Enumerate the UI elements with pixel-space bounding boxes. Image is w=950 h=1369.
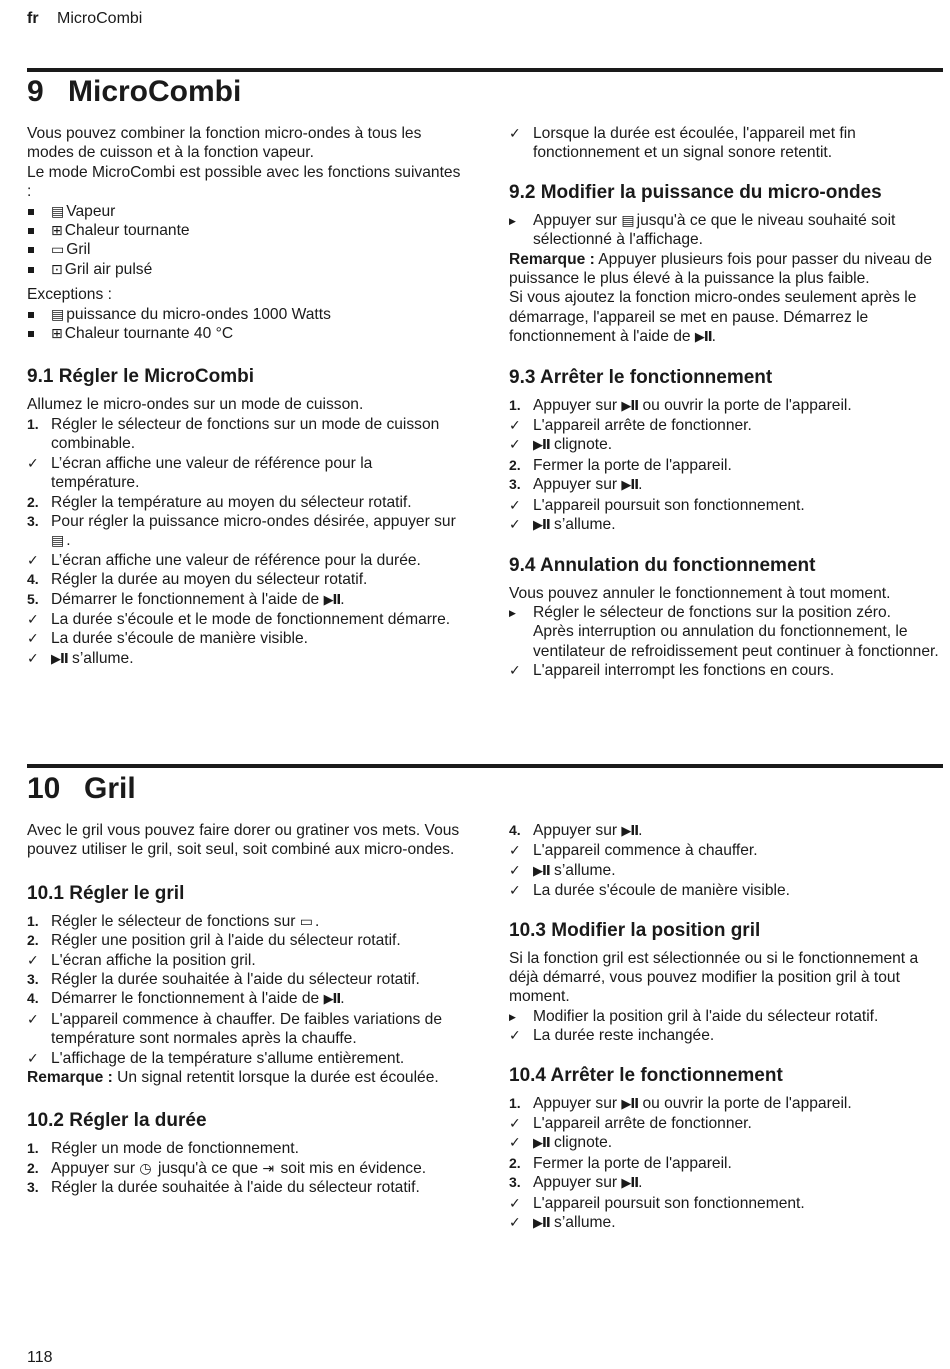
- list-item: 1. Appuyer sur ▶II ou ouvrir la porte de l'appareil.: [509, 396, 852, 414]
- list-item: 1. Régler le sélecteur de fonctions sur un mode de cuisson combinable.: [27, 415, 440, 453]
- section-heading: 10.3 Modifier la position gril: [509, 919, 761, 941]
- start-pause-icon: ▶II: [323, 592, 341, 608]
- list-item: ✓ ▶II s’allume.: [509, 1214, 616, 1232]
- list-item: ✓ L'appareil poursuit son fonctionnement.: [509, 1194, 805, 1212]
- steps-list: [509, 211, 945, 250]
- list-item: ✓ ▶II clignote.: [509, 436, 613, 454]
- start-pause-icon: ▶II: [51, 651, 68, 667]
- list-item: 4. Appuyer sur ▶II.: [509, 822, 643, 839]
- start-pause-icon: ▶II: [621, 1176, 639, 1192]
- start-pause-icon: ▶II: [533, 438, 550, 454]
- list-item: 2. Fermer la porte de l'appareil.: [509, 1154, 732, 1172]
- microwave-icon: ▤: [51, 533, 65, 550]
- list-item: 1. Régler le sélecteur de fonctions sur ▭ .: [27, 912, 320, 930]
- chapter-9-column-right: [509, 124, 945, 681]
- start-pause-icon: ▶II: [533, 1216, 550, 1232]
- fan-icon: ⊞: [51, 326, 63, 343]
- list-item: ✓ La durée s'écoule de manière visible.: [509, 882, 790, 900]
- check-icon: ✓: [509, 496, 521, 513]
- steps-list: [509, 396, 945, 536]
- list-item: 1. Régler un mode de fonctionnement.: [27, 1140, 299, 1158]
- list-item: 2. Fermer la porte de l'appareil.: [509, 456, 732, 474]
- chapter-10-column-left: [27, 821, 463, 1198]
- steam-icon: ▤: [51, 203, 65, 220]
- check-icon: ✓: [27, 951, 39, 968]
- steps-list: [509, 603, 945, 681]
- list-item: 2. Appuyer sur ◷ jusqu'à ce que ⇥ soit mis en évidence.: [27, 1159, 427, 1177]
- list-item: ✓ ▶II clignote.: [509, 1134, 613, 1152]
- chapter-10-heading: [27, 774, 136, 804]
- list-item: ▶ Modifier la position gril à l'aide du sélecteur rotatif.: [509, 1007, 945, 1026]
- check-icon: ✓: [509, 436, 521, 453]
- check-icon: ✓: [27, 551, 39, 568]
- air-grill-icon: ⊡: [51, 261, 63, 278]
- grill-icon: ▭: [299, 913, 314, 930]
- list-item: ✓ L'appareil interrompt les fonctions en cours.: [509, 662, 835, 680]
- list-item: 3. Régler la durée souhaitée à l'aide du sélecteur rotatif.: [27, 971, 420, 989]
- list-item: 3. Appuyer sur ▶II.: [509, 476, 643, 494]
- check-icon: ✓: [27, 649, 39, 666]
- check-icon: ✓: [509, 1027, 521, 1044]
- intro-paragraph-2: Le mode MicroCombi est possible avec les fonctions suivantes :: [27, 163, 461, 201]
- list-item: ✓ La durée s'écoule de manière visible.: [27, 630, 308, 648]
- start-pause-icon: ▶II: [533, 863, 550, 879]
- section-heading: 10.2 Régler la durée: [27, 1110, 207, 1132]
- exceptions-label: Exceptions :: [27, 286, 112, 304]
- section-intro: Si la fonction gril est sélectionnée ou si le fonctionnement a déjà démarré, vous pouvez modifier la position gril à tout moment.: [509, 949, 919, 1006]
- check-icon: ✓: [27, 454, 39, 471]
- exceptions-list: [27, 305, 463, 344]
- chapter-number: 9: [27, 75, 44, 108]
- list-item: ✓ L'appareil arrête de fonctionner.: [509, 1115, 752, 1133]
- section-intro: Allumez le micro-ondes sur un mode de cuisson.: [27, 396, 364, 414]
- section-heading: 10.1 Régler le gril: [27, 882, 185, 904]
- action-triangle-icon: ▶: [509, 215, 516, 226]
- steps-list: [27, 1139, 463, 1197]
- check-icon: ✓: [509, 1194, 521, 1211]
- list-item: 2. Régler la température au moyen du sélecteur rotatif.: [27, 493, 412, 511]
- chapter-title: MicroCombi: [68, 75, 242, 108]
- list-item: ▤ Vapeur: [51, 202, 116, 220]
- action-triangle-icon: ▶: [509, 607, 516, 618]
- list-item: ✓ La durée reste inchangée.: [509, 1027, 715, 1045]
- list-item: 3. Appuyer sur ▶II.: [509, 1174, 643, 1192]
- list-item: ▶ Régler le sélecteur de fonctions sur la position zéro. Après interruption ou annulation du fonctionnement, le ventilateur de refroidissement peut continuer à fonctionner.: [509, 603, 939, 660]
- chapter-9-heading: [27, 77, 241, 107]
- steps-list: [509, 1094, 945, 1234]
- check-icon: ✓: [509, 125, 521, 141]
- steps-list: [509, 1007, 945, 1046]
- fan-icon: ⊞: [51, 223, 63, 240]
- start-pause-icon: ▶II: [621, 1096, 639, 1112]
- section-heading: 9.4 Annulation du fonctionnement: [509, 554, 816, 576]
- duration-arrow-icon: ⇥: [262, 1160, 275, 1177]
- check-icon: ✓: [509, 842, 521, 859]
- start-pause-icon: ▶II: [533, 518, 550, 534]
- list-item: ▭ Gril: [51, 241, 91, 259]
- list-item: 2. Régler une position gril à l'aide du sélecteur rotatif.: [27, 932, 401, 950]
- remark-label: Remarque :: [509, 250, 595, 268]
- list-item: ⊡ Gril air pulsé: [51, 260, 153, 278]
- start-pause-icon: ▶II: [621, 398, 639, 414]
- intro-paragraph: Avec le gril vous pouvez faire dorer ou gratiner vos mets. Vous pouvez utiliser le gril, soit seul, soit combiné aux micro-ondes.: [27, 822, 460, 859]
- list-item: ✓ L’écran affiche une valeur de référence pour la durée.: [27, 551, 421, 569]
- page-number: 118: [27, 1349, 53, 1366]
- note-paragraph: Si vous ajoutez la fonction micro-ondes seulement après le démarrage, l'appareil se met en pause. Démarrez le fonctionnement à l'aide de ▶II.: [509, 289, 917, 346]
- check-icon: ✓: [509, 516, 521, 533]
- list-item: 5. Démarrer le fonctionnement à l'aide de ▶II.: [27, 590, 345, 608]
- list-item: 3. Régler la durée souhaitée à l'aide du sélecteur rotatif.: [27, 1179, 420, 1197]
- start-pause-icon: ▶II: [694, 330, 712, 346]
- microcombi-modes-list: [27, 202, 463, 280]
- list-item: ✓ Lorsque la durée est écoulée, l'appareil met fin fonctionnement et un signal sonore retentit.: [509, 125, 856, 162]
- list-item: ✓ L'appareil arrête de fonctionner.: [509, 417, 752, 435]
- list-item: ✓ ▶II s’allume.: [509, 516, 616, 534]
- section-heading: 9.2 Modifier la puissance du micro-ondes: [509, 181, 882, 203]
- list-item: ✓ ▶II s’allume.: [509, 861, 616, 879]
- microwave-icon: ▤: [51, 306, 65, 323]
- list-item: 4. Régler la durée au moyen du sélecteur rotatif.: [27, 571, 368, 589]
- list-item: ✓ La durée s'écoule et le mode de fonctionnement démarre.: [27, 610, 451, 628]
- chapter-9-column-left: [27, 124, 463, 669]
- list-item: ✓ L'appareil poursuit son fonctionnement.: [509, 496, 805, 514]
- chapter-title: Gril: [84, 772, 136, 805]
- remark: Remarque : Appuyer plusieurs fois pour passer du niveau de puissance le plus élevé à la puissance la plus faible.: [509, 250, 933, 288]
- steps-list: [509, 821, 945, 901]
- start-pause-icon: ▶II: [621, 824, 639, 839]
- microwave-icon: ▤: [621, 212, 635, 229]
- check-icon: ✓: [509, 1214, 521, 1231]
- remark-label: Remarque :: [27, 1069, 113, 1087]
- list-item: ✓ L'affichage de la température s'allume entièrement.: [27, 1049, 405, 1067]
- list-item: ✓ L'appareil commence à chauffer. De faibles variations de température sont normales après la chauffe.: [27, 1010, 443, 1048]
- chapter-10-rule: [27, 764, 943, 768]
- start-pause-icon: ▶II: [533, 1136, 550, 1152]
- list-item: ⊞ Chaleur tournante: [51, 222, 190, 240]
- list-item: ✓ L’écran affiche une valeur de référence pour la température.: [27, 454, 373, 492]
- check-icon: ✓: [509, 1134, 521, 1151]
- check-icon: ✓: [509, 882, 521, 899]
- chapter-10-column-right: [509, 821, 945, 1234]
- check-icon: ✓: [27, 1010, 39, 1027]
- start-pause-icon: ▶II: [323, 992, 341, 1008]
- check-icon: ✓: [509, 1115, 521, 1132]
- check-icon: ✓: [27, 630, 39, 647]
- list-item: ✓ ▶II s’allume.: [27, 649, 134, 667]
- check-icon: ✓: [27, 610, 39, 627]
- intro-paragraph: Vous pouvez combiner la fonction micro-ondes à tous les modes de cuisson et à la fonction vapeur.: [27, 125, 422, 162]
- check-icon: ✓: [509, 417, 521, 434]
- remark: Remarque : Un signal retentit lorsque la durée est écoulée.: [27, 1069, 439, 1087]
- clock-icon: ◷: [139, 1160, 152, 1177]
- result-list: [509, 124, 945, 163]
- language-code: fr: [27, 10, 39, 27]
- list-item: ▤ puissance du micro-ondes 1000 Watts: [51, 305, 331, 323]
- list-item: ▶ Appuyer sur ▤ jusqu'à ce que le niveau souhaité soit sélectionné à l'affichage.: [509, 211, 896, 249]
- action-triangle-icon: ▶: [509, 1011, 516, 1022]
- list-item: ✓ L'appareil commence à chauffer.: [509, 842, 758, 860]
- steps-list: [27, 912, 463, 1068]
- chapter-9-rule: [27, 68, 943, 72]
- section-heading: 9.3 Arrêter le fonctionnement: [509, 366, 773, 388]
- list-item: 1. Appuyer sur ▶II ou ouvrir la porte de l'appareil.: [509, 1094, 852, 1112]
- grill-icon: ▭: [51, 242, 65, 259]
- list-item: ⊞ Chaleur tournante 40 °C: [51, 325, 234, 343]
- steps-list: [27, 415, 463, 669]
- start-pause-icon: ▶II: [621, 478, 639, 494]
- list-item: 3. Pour régler la puissance micro-ondes désirée, appuyer sur ▤ .: [27, 512, 456, 550]
- section-intro: Vous pouvez annuler le fonctionnement à tout moment.: [509, 584, 891, 602]
- list-item: ✓ L'écran affiche la position gril.: [27, 951, 256, 969]
- check-icon: ✓: [509, 861, 521, 878]
- list-item: 4. Démarrer le fonctionnement à l'aide de ▶II.: [27, 990, 345, 1008]
- chapter-number: 10: [27, 772, 61, 805]
- section-heading: 9.1 Régler le MicroCombi: [27, 366, 255, 388]
- check-icon: ✓: [27, 1049, 39, 1066]
- running-header-title: MicroCombi: [57, 10, 143, 27]
- check-icon: ✓: [509, 662, 521, 679]
- section-heading: 10.4 Arrêter le fonctionnement: [509, 1064, 783, 1086]
